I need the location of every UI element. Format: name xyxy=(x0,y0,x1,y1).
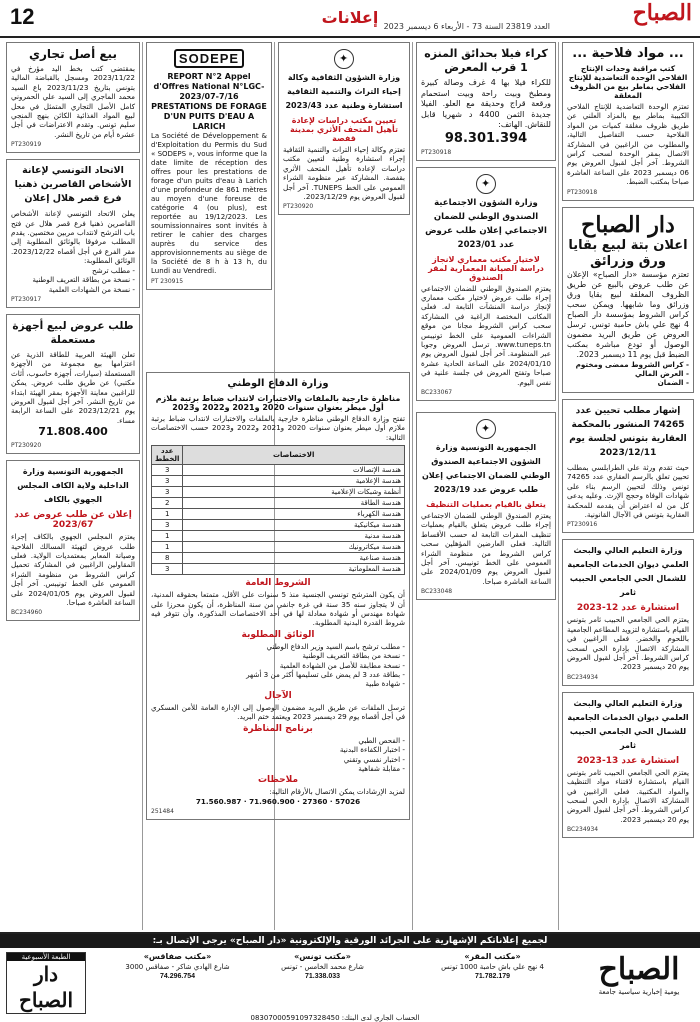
sodepe-logo: SODEPE xyxy=(174,49,244,68)
table-row xyxy=(152,509,405,520)
section-body: - مطلب ترشح باسم السيد وزير الدفاع الوطني - نسخة من بطاقة التعريف الوطنية - نسخة مطابقة للأصل من الشهادة العلمية - بطاقة عدد 3 لم يمض على تسليمها أكثر من 3 أشهر - شهادة طبية xyxy=(246,641,405,689)
section-heading: الوثائق المطلوبة xyxy=(241,629,315,640)
ad-subtitle: كتب مراقبة وحدات الإنتاج الفلاحي الوحدة التعاضدية للإنتاج الفلاحي بماطر بيع من الظروف المغلقة xyxy=(568,64,688,100)
ad-body: للكراء فيلا بها 4 غرف وصالة كبيرة ومطبخ وبيت راحة وبيت استحمام ورقعة قراج وحديقة مع العلو. الفيلا جديدة الثمن 4400 د شهريا قابل للنقاش. الهاتف: xyxy=(421,78,551,129)
column-divider xyxy=(412,42,413,930)
ad-villa-rent xyxy=(416,42,556,161)
ad-body: تعتزم الوحدة التعاضدية للإنتاج الفلاحي الكبيبة بماطر بيع بالمزاد العلني عن طريق ظروف مغلقة كميات من المواد الفلاحية حسب التفاصيل التالية، والمطلوب من الراغبين في المشاركة الاتصال بمقر الوحدة لسحب كراس الشروط. آخر أجل لقبول العروض يوم 06 ديسمبر 2023 على الساعة العاشرة صباحا بمكتب الضبط. xyxy=(567,102,689,187)
table-row xyxy=(152,476,405,487)
ad-ref: PT 230915 xyxy=(151,278,184,285)
table-cell: هندسة الإتصالات xyxy=(183,465,405,476)
ad-ref: 251484 xyxy=(151,808,174,816)
ad-title: وزارة الشؤون الثقافية وكالة إحياء التراث والتنمية الثقافية استشارة وطنية عدد 2023/43 xyxy=(285,73,403,110)
phone: 71.960.900 xyxy=(249,796,295,806)
ad-agri-materials xyxy=(562,42,694,201)
ad-subtitle: إعلان عن طلب عروض عدد 2023/67 xyxy=(14,510,132,531)
ad-association xyxy=(6,159,140,308)
newspaper-logo: الصباح xyxy=(632,0,692,26)
ad-kef-council xyxy=(6,460,140,621)
section-heading: الشروط العامة xyxy=(245,578,311,589)
ad-title: كراء فيلا بحدائق المنزه 1 قرب المعرض xyxy=(424,47,548,74)
ad-subtitle: استشارة عدد 13-2023 xyxy=(576,755,680,766)
column-divider xyxy=(142,42,143,930)
ad-university-2 xyxy=(562,692,694,838)
table-cell: 8 xyxy=(152,553,183,564)
ad-subtitle: لاختيار مكتب معماري لانجاز دراسة الصيانة المعمارية لمقر الصندوق xyxy=(428,254,544,282)
office-sfax: «مكتب صفاقس» شارع الهادي شاكر - صفاقس 3000 74.296.754 xyxy=(125,952,230,980)
ad-body: تعتزم مؤسسة «دار الصباح» الإعلان عن طلب عروض بالبيع عن طريق الظروف المغلقة لبيع بقايا ورق وزرائق وما شابهها. ويمكن سحب كراس الشروط بمؤسسة دار الصباح 4 نهج علي باش حامبة تونس. ترسل العروض عن طريق البريد مضمون الوصول أو تودع مباشرة بمكتب الضبط قبل يوم 11 ديسمبر 2023. xyxy=(567,269,689,359)
ad-title: وزارة الشؤون الاجتماعية الصندوق الوطني للضمان الاجتماعي إعلان طلب عروض عدد 2023/01 xyxy=(425,197,547,250)
table-row xyxy=(152,564,405,575)
table-cell: هندسة الطاقة xyxy=(183,498,405,509)
ad-ref: PT230920 xyxy=(11,442,42,450)
ad-ref: BC234934 xyxy=(567,673,599,681)
ad-subtitle: اعلان بتة لبيع بقايا ورق وزرائق xyxy=(568,237,688,269)
ad-title: بيع أصل تجاري xyxy=(29,47,117,61)
ads-grid xyxy=(6,42,694,930)
ad-ref: PT230917 xyxy=(11,295,42,303)
ad-cnss-2 xyxy=(416,412,556,600)
table-cell: هندسة المعلوماتية xyxy=(183,564,405,575)
defense-tender xyxy=(146,372,410,930)
table-cell: أنظمة وشبكات الإعلامية xyxy=(183,487,405,498)
ad-used-equipment xyxy=(6,314,140,454)
column-divider xyxy=(558,42,559,930)
ad-ref: BC234934 xyxy=(567,826,599,834)
emblem-icon xyxy=(476,174,496,194)
ad-ref: BC233048 xyxy=(421,588,453,596)
bank-account: الحساب الجاري لدى البنك: 08307000591097328450 xyxy=(250,1014,420,1022)
page-header xyxy=(0,0,700,38)
table-cell: 2 xyxy=(152,498,183,509)
ad-ref: PT230919 xyxy=(11,141,42,149)
ad-body: تعلن الهيئة العربية للطاقة الذرية عن اعتزامها بيع مجموعة من الأجهزة المستعملة (سيارات، أجهزة حاسوب، أثاث مكتبي) عن طريق طلب عروض. يمكن للراغبين معاينة الأجهزة بمقر الهيئة ابتداء من تاريخ النشر. آخر أجل لقبول العروض يوم 2023/12/21 على الساعة الرابعة مساء. xyxy=(11,349,135,425)
ad-subtitle: تعيين مكتب دراسات لإعادة تأهيل المتحف الأثري بمدينة قفصة xyxy=(289,116,399,143)
ad-business-sale xyxy=(6,42,140,153)
ad-title: REPORT N°2 Appel d'Offres National N°LGC-2023/07-7/16 PRESTATIONS DE FORAGE D'UN PUITS D'EAU A LARICH xyxy=(151,72,267,131)
ad-list: - مطلب ترشح - نسخة من بطاقة التعريف الوطنية - نسخة من الشهادات العلمية xyxy=(32,265,135,294)
ad-body: يعتزم الحي الجامعي الحبيب ثامر بتونس القيام باستشارة لتزويد المطاعم الجامعية باللحوم والخضر. فعلى الراغبين في المشاركة الاتصال بإدارة الحي لسحب كراس الشروط. آخر أجل لقبول العروض يوم 20 ديسمبر 2023. xyxy=(567,615,689,672)
page-number: 12 xyxy=(10,4,35,29)
tender-intro: تفتح وزارة الدفاع الوطني مناظرة خارجية بالملفات والاختبارات لانتداب ضباط برتبة ملازم أول ميطر بعنوان سنوات 2020 و2021 و2022 و2023 حسب الاختصاصات التالية: xyxy=(151,414,405,442)
ad-body: يعتزم المجلس الجهوي بالكاف إجراء طلب عروض لتهيئة المسالك الفلاحية وصيانة المعابر بمعتمديات الولاية. فعلى المقاولين الراغبين في المشاركة تحميل كراس الشروط من منظومة الشراء العمومي على الخط تونيبس. آخر أجل لقبول العروض يوم 2024/01/05 على الساعة العاشرة صباحا. xyxy=(11,532,135,607)
ad-body: تعتزم وكالة إحياء التراث والتنمية الثقافية إجراء استشارة وطنية لتعيين مكتب دراسات لإعادة تأهيل المتحف الأثري بقفصة. المشاركة عبر منظومة الشراء العمومي على الخط TUNEPS. آخر أجل لقبول العروض يوم 2023/12/29. xyxy=(283,145,405,202)
ad-dar-assabah xyxy=(562,207,694,393)
ad-title: الاتحاد التونسي لإعانة الأشخاص القاصرين ذهنيا فرع قصر هلال إعلان xyxy=(14,165,132,205)
footer-logo-weekly: الطبعة الأسبوعية دار الصباح xyxy=(6,952,86,1014)
section-title: إعلانات xyxy=(321,8,379,27)
ad-phone: 71.808.400 xyxy=(38,425,108,439)
ad-body: حيث تقدم ورثة علي الطرابلسي بمطلب تحيين تعلق بالرسم العقاري عدد 74265 تونس وذلك لتحيين الرسم بناء على شهادات الوفاة وحجج الإرث. وعليه يدعى كل من له اعتراض أن يقدمه للمحكمة العقارية بتونس في الآجال القانونية. xyxy=(567,462,689,519)
section-body: - الفحص الطبي - اختبار الكفاءة البدنية - اختبار نفسي وتقني - مقابلة شفاهية xyxy=(339,735,405,773)
ad-subtitle: استشارة عدد 12-2023 xyxy=(576,603,680,614)
ad-ref: PT230920 xyxy=(283,203,314,211)
table-cell: 1 xyxy=(152,542,183,553)
table-row xyxy=(152,531,405,542)
tender-box xyxy=(146,372,410,820)
section-body: لمزيد الإرشادات يمكن الاتصال بالأرقام التالية: xyxy=(269,787,405,797)
ad-body: يعتزم الصندوق الوطني للضمان الاجتماعي إجراء طلب عروض لاختيار مكتب معماري لإنجاز دراسة المنشآت التابعة له. فعلى المكاتب المختصة الراغبة في المشاركة سحب كراس الشروط مجانا من موقع الشراءات العمومية على الخط تونيبس www.tuneps.tn. ترسل العروض وجوبا عبر المنظومة. آخر أجل لقبول العروض يوم 2024/01/10 على الساعة الحادية عشرة صباحا وتفتح العروض في جلسة علنية في نفس اليوم. xyxy=(421,283,551,387)
ad-title: ... مواد فلاحية ... xyxy=(572,46,684,61)
ad-list: - كراس الشروط ممضى ومختوم - العرض المالي - الضمان xyxy=(575,359,689,388)
footer-logo: الصباح يومية إخبارية سياسية جامعة xyxy=(598,952,680,996)
tender-subtitle: مناظرة خارجية بالملفات والاختبارات لانتداب ضباط برتبة ملازم أول ميطر بعنوان سنوات 2020 و2021 و2022 و2023 xyxy=(155,394,401,412)
ad-title: دار الصباح xyxy=(581,211,675,238)
ad-phone: 98.301.394 xyxy=(444,130,528,146)
ad-cnss-1 xyxy=(416,167,556,401)
table-cell: هندسة مدنية xyxy=(183,531,405,542)
ad-title: إشهار مطلب تحيين عدد 74265 المنشور بالمحكمة العقارية بتونس لجلسة يوم 2023/12/11 xyxy=(569,405,687,458)
table-cell: 1 xyxy=(152,531,183,542)
ad-university-1 xyxy=(562,539,694,685)
table-cell: 3 xyxy=(152,564,183,575)
table-cell: هندسة ميكانيكية xyxy=(183,520,405,531)
page-footer xyxy=(0,932,700,1022)
table-header: عدد الخطط xyxy=(152,446,183,465)
ad-ref: BC233067 xyxy=(421,388,453,396)
section-heading: برنامج المناظرة xyxy=(243,723,313,734)
ad-subtitle: يتعلق بالقيام بعمليات التنظيف xyxy=(426,500,546,509)
tender-title: وزارة الدفاع الوطني xyxy=(227,378,329,389)
emblem-icon xyxy=(334,49,354,69)
table-cell: 3 xyxy=(152,520,183,531)
ad-ref: PT230918 xyxy=(421,148,452,156)
table-cell: هندسة ميكاترونيك xyxy=(183,542,405,553)
ad-title: الجمهورية التونسية وزارة الداخلية ولاية الكاف المجلس الجهوي بالكاف xyxy=(17,467,129,505)
table-row xyxy=(152,520,405,531)
section-heading: الآجال xyxy=(264,690,292,701)
section-body: أن يكون المترشح تونسي الجنسية منذ 5 سنوات على الأقل، متمتعا بحقوقه المدنية، أن لا يتجاوز سنه 35 سنة في غرة جانفي من سنة المناظرة، أن يكون محرزا على شهادة مهندس أو شهادة معادلة لها في أحد الاختصاصات المذكورة، وأن تتوفر فيه شروط القدرة البدنية المطلوبة. xyxy=(151,590,406,628)
ad-title: الجمهورية التونسية وزارة الشؤون الاجتماعية الصندوق الوطني للضمان الاجتماعي إعلان طلب عروض عدد 2023/19 xyxy=(421,443,551,494)
table-row xyxy=(152,542,405,553)
issue-line: العدد 23819 السنة 73 - الأربعاء 6 ديسمبر 2023 xyxy=(383,22,550,31)
ad-ref: BC234960 xyxy=(11,609,43,617)
table-header: الاختصاصات xyxy=(183,446,405,465)
table-row xyxy=(152,553,405,564)
ad-body: بمقتضى كتب بخط اليد مؤرخ في 2023/11/22 ومسجل بالقباضة المالية بتونس بتاريخ 2023/11/23 باع السيد محمد الماجري إلى السيد علي الحمروني كامل الأصل التجاري المتمثل في محل لبيع المواد الغذائية الكائن بنهج المنجي سليم تونس. وتقدم الاعتراضات في أجل عشرة أيام من تاريخ النشر. xyxy=(11,64,135,139)
office-hq: «مكتب المقر» 4 نهج علي باش حامبة 1000 تونس 71.782.179 xyxy=(441,952,544,980)
specialties-table xyxy=(151,445,405,575)
emblem-icon xyxy=(476,419,496,439)
ad-sodepe xyxy=(146,42,272,290)
ad-title: طلب عروض لبيع أجهزة مستعملة xyxy=(12,319,134,346)
footer-banner: لجميع إعلاناتكم الإشهارية على الجرائد الورقية والإلكترونية «دار الصباح» يرجى الإتصال بـ: xyxy=(0,934,700,948)
ad-body: يعتزم الحي الجامعي الحبيب ثامر بتونس القيام باستشارة لاقتناء مواد التنظيف والمواد المكتبية. فعلى الراغبين في المشاركة الاتصال بإدارة الحي لسحب كراس الشروط. آخر أجل لقبول العروض يوم 20 ديسمبر 2023. xyxy=(567,767,689,824)
section-body: ترسل الملفات عن طريق البريد مضمون الوصول إلى الإدارة العامة للأمن العسكري في أجل أقصاه يوم 29 ديسمبر 2023 ويعتمد ختم البريد. xyxy=(151,702,405,722)
table-cell: 1 xyxy=(152,509,183,520)
ad-title: وزارة التعليم العالي والبحث العلمي ديوان الخدمات الجامعية للشمال الحي الجامعي الحبيب ثامر xyxy=(567,698,689,750)
column-1 xyxy=(562,42,694,930)
table-cell: هندسة الكهرباء xyxy=(183,509,405,520)
office-tunis: «مكتب تونس» شارع محمد الخامس - تونس 71.338.033 xyxy=(281,952,364,980)
column-2-lower xyxy=(416,412,556,930)
ad-body: يعتزم الصندوق الوطني للضمان الاجتماعي إجراء طلب عروض يتعلق بالقيام بعمليات تنظيف المقرات التابعة له حسب الأقساط التالية. فعلى العارضين المؤهلين سحب كراس الشروط من منظومة الشراء العمومي على الخط تونيبس. آخر أجل لقبول العروض يوم 2024/01/09 على الساعة العاشرة صباحا. xyxy=(421,511,551,586)
table-cell: هندسة صناعية xyxy=(183,553,405,564)
table-row xyxy=(152,498,405,509)
ad-heritage xyxy=(278,42,410,215)
ad-title: وزارة التعليم العالي والبحث العلمي ديوان الخدمات الجامعية للشمال الحي الجامعي الحبيب ثامر xyxy=(567,546,689,598)
phone: 27360 xyxy=(302,796,328,806)
table-row xyxy=(152,487,405,498)
table-cell: 3 xyxy=(152,476,183,487)
ad-ref: PT230918 xyxy=(567,188,598,196)
column-5 xyxy=(6,42,140,930)
phone-list: 71.560.987 · 71.960.900 · 27360 · 57026 xyxy=(195,796,361,806)
table-cell: 3 xyxy=(152,487,183,498)
section-heading: ملاحظات xyxy=(257,775,299,786)
ad-ref: PT230916 xyxy=(567,521,598,529)
ad-land-update xyxy=(562,399,694,533)
table-cell: 3 xyxy=(152,465,183,476)
phone: 57026 xyxy=(335,796,361,806)
ad-body: La Société de Développement & d'Exploitation du Permis du Sud « SODEPS », vous informe que la date limite de réception des offres pour les prestations de forage d'un puits d'eau à Larich d'une profondeur de 861 mètres au moyen d'une foreuse de catégorie 4 (ou plus), est reportée au 19/12/2023. Les soumissionnaires sont invités à retirer le cahier des charges auprès du service des approvisionnements au siège de la Société de 8 h à 13 h, du Lundi au Vendredi. xyxy=(151,132,267,275)
table-cell: هندسة الإعلامية xyxy=(183,476,405,487)
phone: 71.560.987 xyxy=(195,796,242,806)
table-row xyxy=(152,465,405,476)
ad-body: يعلن الاتحاد التونسي لإعانة الأشخاص القاصرين ذهنيا فرع قصر هلال عن فتح باب الترشح لانتداب مربين مختصين. يقدم المطلب مرفوقا بالوثائق المطلوبة إلى مقر الفرع في أجل أقصاه 2023/12/22. الوثائق المطلوبة: xyxy=(11,209,135,266)
